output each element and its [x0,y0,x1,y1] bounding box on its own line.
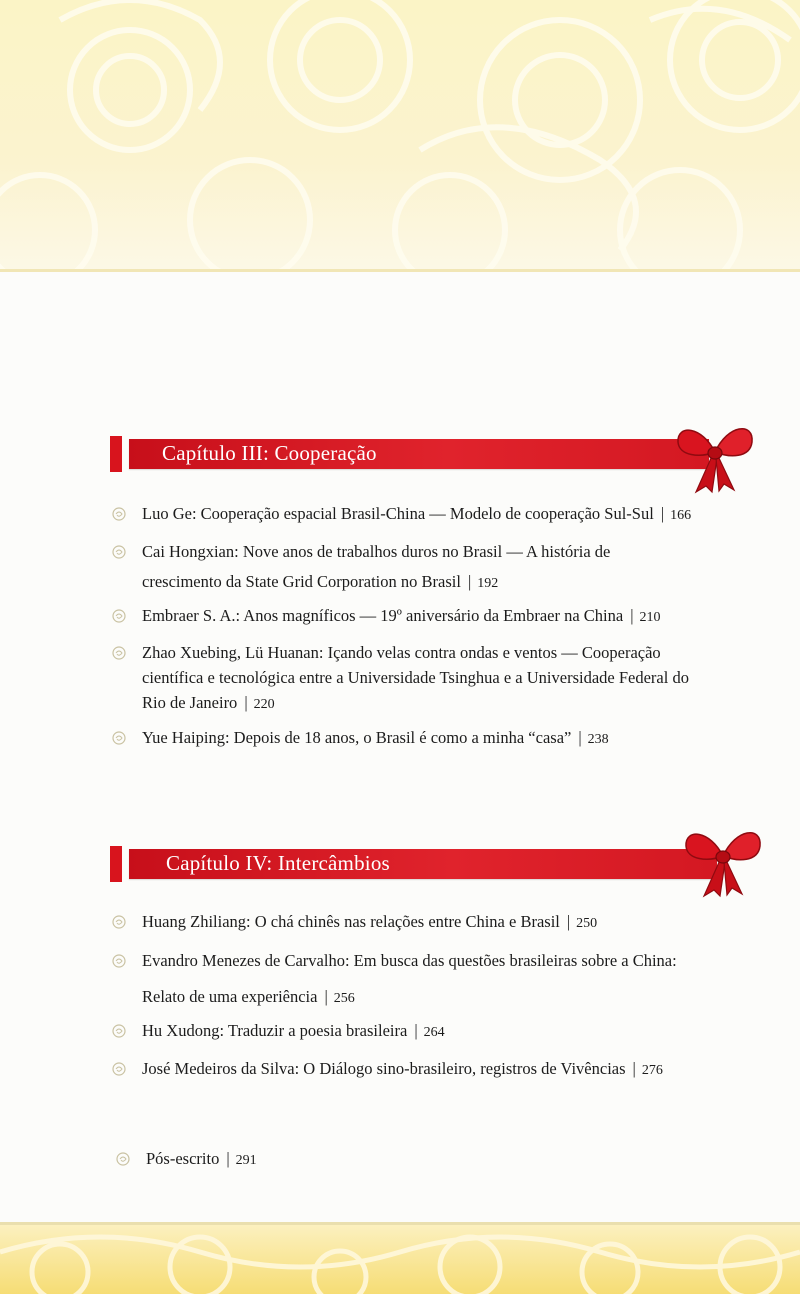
chapter-marker [110,436,122,472]
floral-pattern-icon [0,1222,800,1294]
entry-title: Hu Xudong: Traduzir a poesia brasileira [142,1021,408,1040]
swirl-bullet-icon [112,731,126,745]
swirl-bullet-icon [112,915,126,929]
floral-pattern-icon [0,0,800,272]
page-number: 264 [423,1025,445,1040]
separator: | [467,572,472,591]
entry-title-line: Evandro Menezes de Carvalho: Em busca das questões brasileiras sobre a China: [142,951,677,970]
entry-title: Luo Ge: Cooperação espacial Brasil-China — Modelo de cooperação Sul-Sul [142,504,654,523]
entry-title: José Medeiros da Silva: O Diálogo sino-brasileiro, registros de Vivências [142,1059,626,1078]
swirl-bullet-icon [112,1024,126,1038]
red-bow-icon [672,416,758,494]
page-number: 210 [639,610,661,625]
bottom-decorative-band [0,1222,800,1294]
swirl-bullet-icon [112,507,126,521]
page-number: 291 [235,1153,257,1168]
separator: | [324,987,328,1006]
chapter-title: Capítulo III: Cooperação [162,441,377,465]
page-number: 250 [576,916,598,931]
top-decorative-band [0,0,800,272]
swirl-bullet-icon [112,609,126,623]
entry-title: Huang Zhiliang: O chá chinês nas relações entre China e Brasil [142,912,560,931]
entry-title-line: Cai Hongxian: Nove anos de trabalhos duros no Brasil — A história de [142,542,611,561]
entry-title: Embraer S. A.: Anos magníficos — 19º aniversário da Embraer na China [142,606,624,625]
separator: | [578,728,582,747]
entry-title: Yue Haiping: Depois de 18 anos, o Brasil é como a minha “casa” [142,728,572,747]
separator: | [566,912,571,931]
swirl-bullet-icon [112,1062,126,1076]
entry-title-line: científica e tecnológica entre a Universidade Tsinghua e a Universidade Federal do [142,668,689,687]
separator: | [244,693,248,712]
separator: | [660,504,665,523]
entry-title-line: Rio de Janeiro [142,693,238,712]
entry-title-line: crescimento da State Grid Corporation no Brasil [142,572,461,591]
swirl-bullet-icon [116,1152,130,1166]
page-number: 238 [587,732,609,747]
separator: | [226,1149,230,1168]
page-number: 166 [670,508,692,523]
entry-title-line: Zhao Xuebing, Lü Huanan: Içando velas contra ondas e ventos — Cooperação [142,643,661,662]
page-number: 256 [333,991,355,1006]
separator: | [632,1059,636,1078]
swirl-bullet-icon [112,545,126,559]
red-bow-icon [680,820,766,898]
entry-title-line: Relato de uma experiência [142,987,318,1006]
separator: | [630,606,634,625]
separator: | [414,1021,418,1040]
postscript-label: Pós-escrito [146,1149,220,1168]
swirl-bullet-icon [112,646,126,660]
chapter-title: Capítulo IV: Intercâmbios [166,851,390,875]
page-number: 220 [253,697,275,712]
swirl-bullet-icon [112,954,126,968]
page-number: 192 [477,576,499,591]
chapter-marker [110,846,122,882]
page-number: 276 [641,1063,663,1078]
